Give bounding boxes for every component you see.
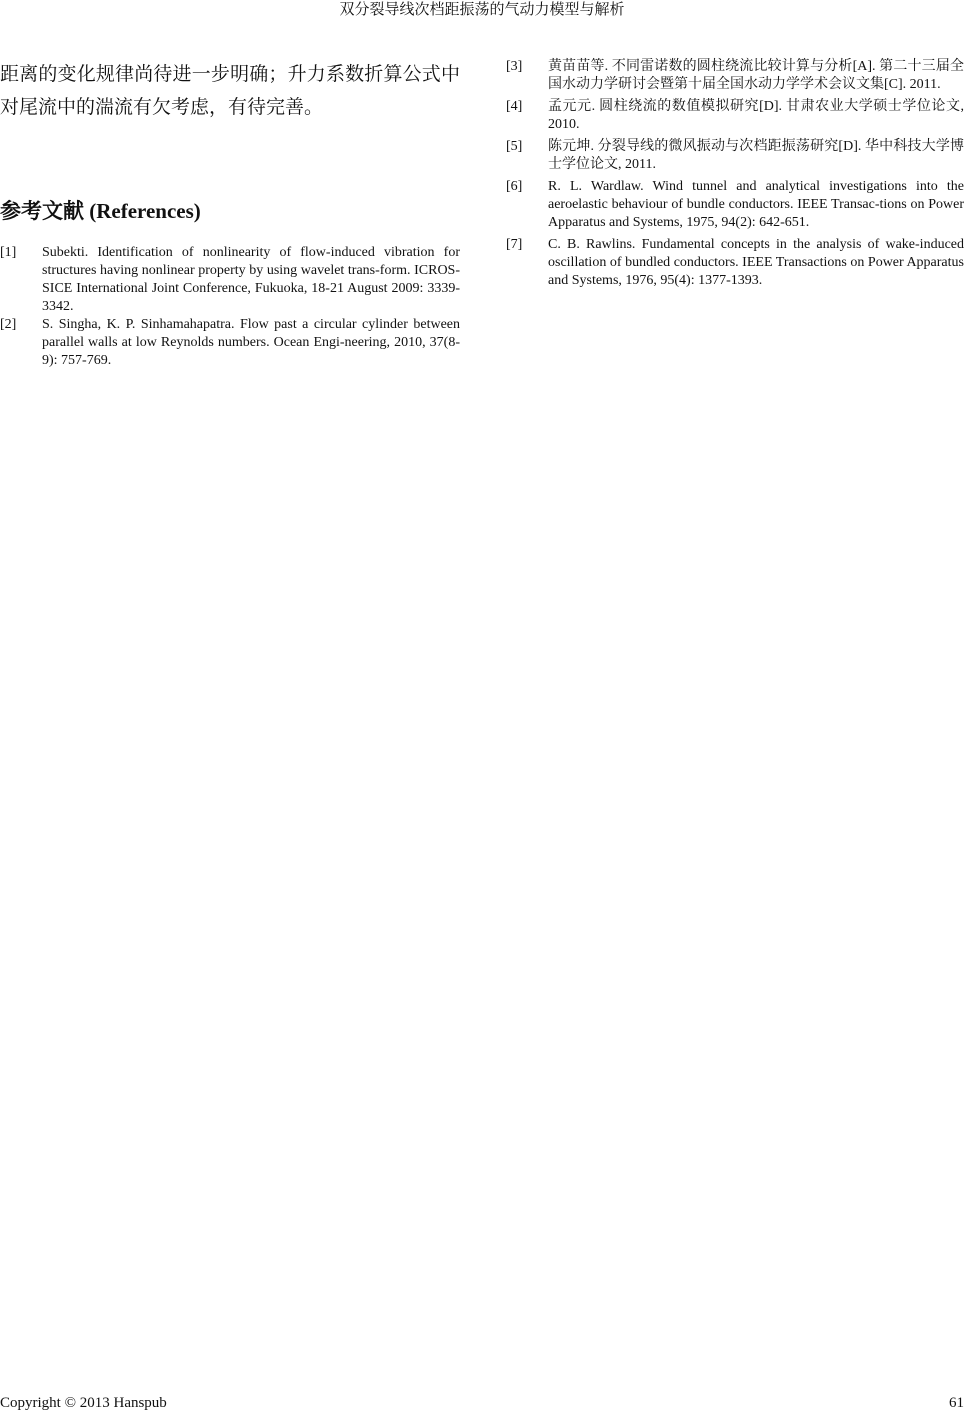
reference-number: [2] bbox=[0, 317, 17, 332]
reference-text: 陈元坤. 分裂导线的微风振动与次档距振荡研究[D]. 华中科技大学博士学位论文, 2011. bbox=[548, 139, 964, 172]
reference-item bbox=[506, 178, 964, 232]
page-number: 61 bbox=[949, 1395, 964, 1411]
running-head: 双分裂导线次档距振荡的气动力模型与解析 bbox=[339, 2, 625, 18]
reference-number: [4] bbox=[506, 99, 523, 114]
body-paragraph: 距离的变化规律尚待进一步明确；升力系数折算公式中对尾流中的湍流有欠考虑，有待完善。 bbox=[0, 64, 460, 118]
reference-number: [1] bbox=[0, 245, 17, 260]
footer-copyright: Copyright © 2013 Hanspub bbox=[0, 1395, 167, 1411]
reference-item bbox=[0, 244, 460, 316]
reference-item bbox=[506, 236, 964, 290]
reference-item bbox=[506, 58, 964, 94]
reference-item bbox=[506, 138, 964, 174]
reference-text: 孟元元. 圆柱绕流的数值模拟研究[D]. 甘肃农业大学硕士学位论文, 2010. bbox=[548, 99, 964, 132]
reference-number: [6] bbox=[506, 179, 523, 194]
reference-number: [3] bbox=[506, 59, 523, 74]
right-column bbox=[506, 58, 964, 294]
references-list-left bbox=[0, 244, 460, 370]
references-heading: 参考文献 (References) bbox=[0, 199, 201, 223]
reference-number: [7] bbox=[506, 237, 523, 252]
reference-item bbox=[0, 316, 460, 370]
reference-text: S. Singha, K. P. Sinhamahapatra. Flow past a circular cylinder between parallel walls at low Reynolds numbers. Ocean Engi-neering, 2010, 37(8-9): 757-769. bbox=[42, 317, 460, 368]
reference-number: [5] bbox=[506, 139, 523, 154]
left-column bbox=[0, 58, 460, 370]
reference-text: R. L. Wardlaw. Wind tunnel and analytical investigations into the aeroelastic behaviour of bundle conductors. IEEE Transac-tions on Power Apparatus and Systems, 1975, 94(2): 642-651. bbox=[548, 179, 964, 230]
reference-text: Subekti. Identification of nonlinearity of flow-induced vibration for structures having nonlinear property by using wavelet trans-form. ICROS-SICE International Joint Conference, Fukuoka, 18-21 August 2009: 3339-3342. bbox=[42, 245, 460, 314]
reference-text: 黄苗苗等. 不同雷诺数的圆柱绕流比较计算与分析[A]. 第二十三届全国水动力学研讨会暨第十届全国水动力学学术会议文集[C]. 2011. bbox=[548, 59, 964, 92]
reference-text: C. B. Rawlins. Fundamental concepts in the analysis of wake-induced oscillation of bundled conductors. IEEE Transactions on Power Apparatus and Systems, 1976, 95(4): 1377-1393. bbox=[548, 237, 964, 288]
reference-item bbox=[506, 98, 964, 134]
